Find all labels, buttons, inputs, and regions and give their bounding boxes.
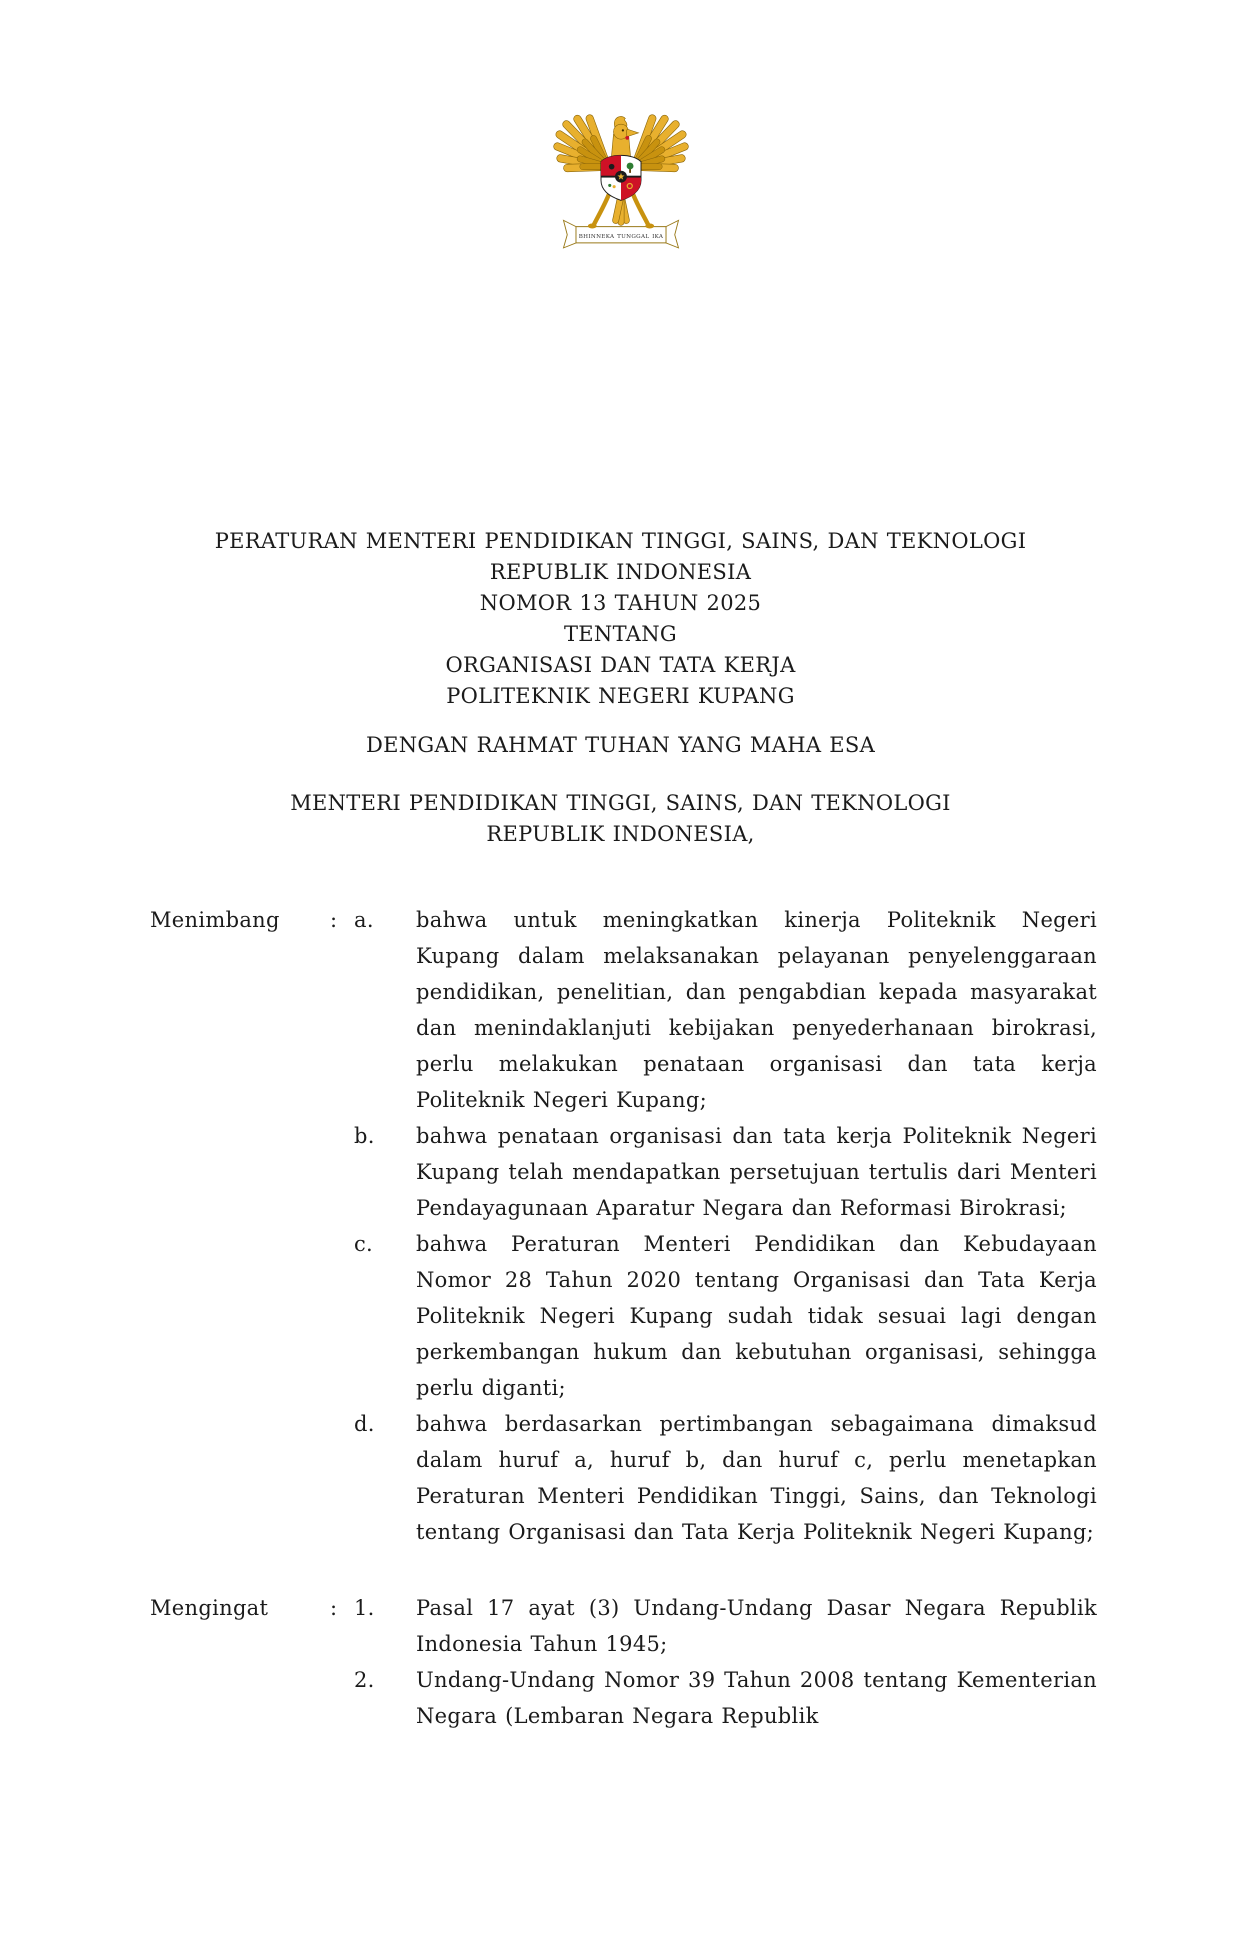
remembering-item-1 [150, 1590, 1097, 1662]
item-marker: d. [354, 1412, 375, 1436]
title-line-1: PERATURAN MENTERI PENDIDIKAN TINGGI, SAINS, DAN TEKNOLOGI [214, 529, 1027, 553]
considering-separator: : [330, 908, 338, 932]
considering-item-a [150, 902, 1097, 1118]
considering-item-c [150, 1226, 1097, 1406]
invocation-line: DENGAN RAHMAT TUHAN YANG MAHA ESA [365, 733, 876, 757]
considering-section [150, 902, 1097, 1550]
title-line-4: TENTANG [564, 622, 677, 646]
claw-left-icon [587, 224, 596, 229]
remembering-label: Mengingat [150, 1596, 269, 1620]
garuda-pancasila-emblem [546, 96, 696, 266]
cotton-icon [608, 184, 611, 187]
title-block [0, 526, 1241, 712]
remembering-section [150, 1590, 1097, 1734]
banyan-tree-icon [626, 163, 633, 170]
claw-right-icon [645, 224, 654, 229]
item-text: Pasal 17 ayat (3) Undang-Undang Dasar Negara Republik Indonesia Tahun 1945; [416, 1596, 1097, 1656]
rice-icon [612, 185, 615, 188]
remembering-item-2 [150, 1662, 1097, 1734]
banyan-trunk-icon [629, 169, 631, 173]
considering-item-d [150, 1406, 1097, 1550]
item-marker: c. [354, 1232, 374, 1256]
remembering-separator: : [330, 1596, 338, 1620]
body-block [150, 902, 1097, 1734]
item-text: bahwa untuk meningkatkan kinerja Politeknik Negeri Kupang dalam melaksanakan pelayanan penyelenggaraan pendidikan, penelitian, dan pengabdian kepada masyarakat dan menindaklanjuti kebijakan penyederhanaan birokrasi, perlu melakukan penataan organisasi dan tata kerja Politeknik Negeri Kupang; [416, 908, 1097, 1112]
item-text: bahwa berdasarkan pertimbangan sebagaimana dimaksud dalam huruf a, huruf b, dan huruf c, perlu menetapkan Peraturan Menteri Pendidikan Tinggi, Sains, dan Teknologi tentang Organisasi dan Tata Kerja Politeknik Negeri Kupang; [416, 1412, 1097, 1544]
item-marker: a. [354, 908, 374, 932]
garuda-pancasila-icon [546, 96, 696, 266]
title-line-2: REPUBLIK INDONESIA [489, 560, 752, 584]
garuda-eye [621, 129, 623, 131]
item-marker: 1. [354, 1596, 375, 1620]
motto-text: BHINNEKA TUNGGAL IKA [578, 233, 663, 240]
bull-icon [608, 164, 614, 170]
title-line-3: NOMOR 13 TAHUN 2025 [479, 591, 762, 615]
item-text: bahwa penataan organisasi dan tata kerja Politeknik Negeri Kupang telah mendapatkan persetujuan tertulis dari Menteri Pendayagunaan Aparatur Negara dan Reformasi Birokrasi; [416, 1124, 1097, 1220]
item-marker: b. [354, 1124, 375, 1148]
considering-label: Menimbang [150, 908, 280, 932]
garuda-head [611, 116, 639, 161]
authority-line-2: REPUBLIK INDONESIA, [486, 822, 755, 846]
title-line-5: ORGANISASI DAN TATA KERJA [445, 653, 796, 677]
item-text: bahwa Peraturan Menteri Pendidikan dan Kebudayaan Nomor 28 Tahun 2020 tentang Organisasi dan Tata Kerja Politeknik Negeri Kupang sudah tidak sesuai lagi dengan perkembangan hukum dan kebutuhan organisasi, sehingga perlu diganti; [416, 1232, 1097, 1400]
authority-line-1: MENTERI PENDIDIKAN TINGGI, SAINS, DAN TEKNOLOGI [290, 791, 951, 815]
item-marker: 2. [354, 1668, 375, 1692]
title-line-6: POLITEKNIK NEGERI KUPANG [446, 684, 795, 708]
garuda-wattle [625, 136, 629, 140]
item-text: Undang-Undang Nomor 39 Tahun 2008 tentang Kementerian Negara (Lembaran Negara Republik [416, 1668, 1097, 1728]
considering-item-b [150, 1118, 1097, 1226]
authority-block [0, 788, 1241, 850]
